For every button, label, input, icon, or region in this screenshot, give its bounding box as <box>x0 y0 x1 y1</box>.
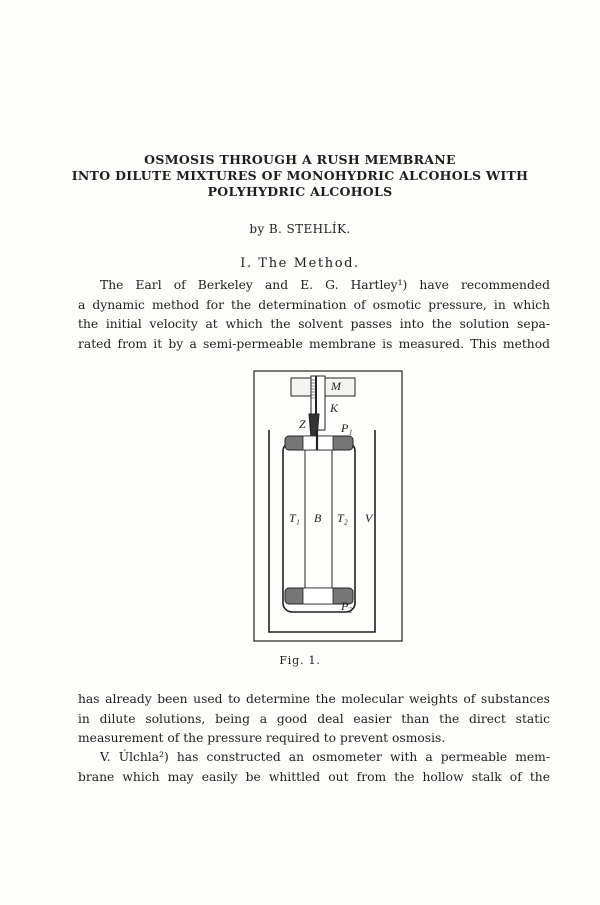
label-K: K <box>330 401 339 415</box>
title-line-1: OSMOSIS THROUGH A RUSH MEMBRANE <box>144 152 456 167</box>
label-V: V <box>365 511 373 525</box>
label-T2: T₂ <box>337 511 348 525</box>
figure-osmometer-diagram <box>253 370 403 642</box>
paragraph-2 <box>78 690 550 749</box>
paragraph-3 <box>78 748 550 787</box>
title-line-3: POLYHYDRIC ALCOHOLS <box>207 184 393 199</box>
paper-title <box>60 152 540 200</box>
text-line: brane which may easily be whittled out from the hollow stalk of the <box>78 769 550 784</box>
text-line: measurement of the pressure required to prevent osmosis. <box>78 731 446 745</box>
label-P2: P₂ <box>341 599 353 613</box>
label-T1: T₁ <box>289 511 300 525</box>
label-M: M <box>331 379 341 393</box>
bottom-plug-center <box>303 588 333 604</box>
text-line: has already been used to determine the molecular weights of substances <box>78 692 550 706</box>
author-byline: by B. STEHLÍK. <box>249 222 351 236</box>
text-line: V. Úlchla²) has constructed an osmometer with a permeable mem- <box>100 750 550 764</box>
label-B: B <box>314 511 322 525</box>
inner-tube <box>283 442 355 612</box>
text-line: rated from it by a semi-permeable membrane is measured. This method <box>78 336 550 351</box>
label-Z: Z <box>299 417 306 431</box>
title-line-2: INTO DILUTE MIXTURES OF MONOHYDRIC ALCOHOLS WITH <box>71 168 529 183</box>
label-P1: P₁ <box>341 421 353 435</box>
figure-caption: Fig. 1. <box>279 654 321 667</box>
text-line: The Earl of Berkeley and E. G. Hartley¹) have recommended <box>100 278 550 292</box>
scale-ticks <box>311 380 316 398</box>
text-line: a dynamic method for the determination of osmotic pressure, in which <box>78 297 550 312</box>
text-line: the initial velocity at which the solvent passes into the solution sepa- <box>78 317 550 331</box>
section-heading: I. The Method. <box>240 256 360 271</box>
osmometer-drawing <box>253 370 403 642</box>
paragraph-1 <box>78 276 550 354</box>
text-line: in dilute solutions, being a good deal easier than the direct static <box>78 711 550 726</box>
